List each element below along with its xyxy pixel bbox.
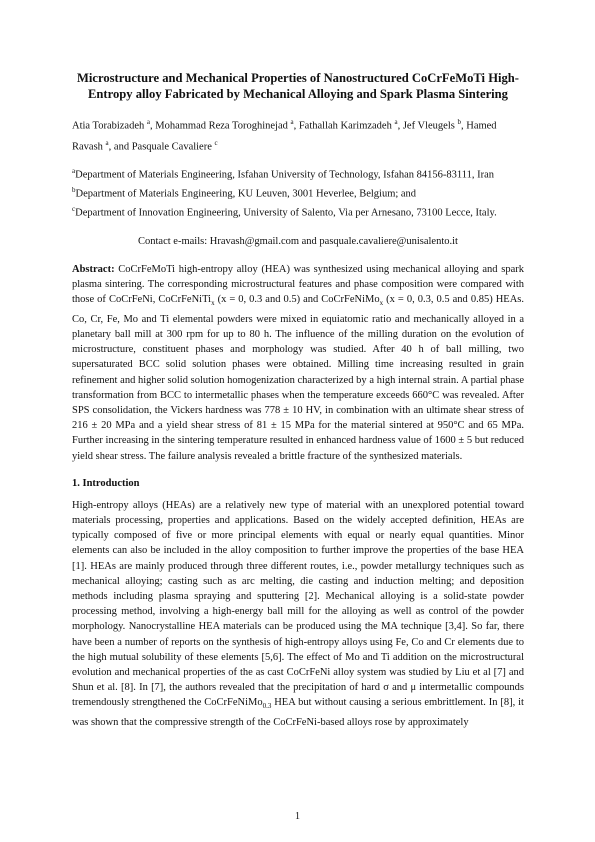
affiliation-mark: c [72, 205, 76, 213]
abstract-sub-1: x [211, 299, 215, 308]
abstract-text-2: (x = 0, 0.3 and 0.5) and CoCrFeNiMo [214, 294, 380, 306]
author-name: Mohammad Reza Toroghinejad [155, 120, 288, 132]
author-name: Pasquale Cavaliere [131, 141, 212, 152]
author-separator: , [397, 120, 403, 132]
author-affiliation-mark: a [105, 138, 109, 147]
affiliation-list [72, 164, 524, 221]
author-name: Jef Vleugels [402, 120, 455, 132]
affiliation-mark: b [72, 186, 76, 194]
abstract-text-1: CoCrFeMoTi high-entropy alloy (HEA) was synthesized using mechanical alloying and spark plasma sintering. The corresponding microstructural features and phase composition were compared with those of CoCrFeNi, CoCrFeNiTi [72, 264, 524, 306]
author-separator: , [293, 120, 299, 132]
affiliation-text: Department of Materials Engineering, Isfahan University of Technology, Isfahan 84156-83111, Iran [75, 169, 495, 181]
affiliation [72, 202, 524, 221]
author-affiliation-mark: c [214, 138, 218, 147]
author-affiliation-mark: a [146, 118, 150, 126]
affiliation [72, 183, 524, 202]
affiliation-text: Department of Materials Engineering, KU Leuven, 3001 Heverlee, Belgium; and [75, 188, 417, 200]
author-affiliation-mark: a [394, 118, 398, 126]
author-affiliation-mark: b [457, 118, 461, 126]
intro-text-1: High-entropy alloys (HEAs) are a relatively new type of material with an unexplored potential toward materials processing, properties and applications. Based on the widely accepted definition, HEAs are typically composed of five or more principal elements with equal or nearly equal quantities. Minor elements can also be included in the alloy composition to further improve the properties of the base HEA [1]. HEAs are mainly produced through three different routes, i.e., powder metallurgy techniques such as mechanical alloying; casting such as arc melting, die casting and induction melting; and deposition methods including plasma spraying and sputtering [2]. Mechanical alloying is a solid-state powder processing method, involving a high-energy ball mill for the alloying as well as control of the powder morphology. Nanocrystalline HEA materials can be produced using the MA technique [3,4]. So far, there have been a number of reports on the synthesis of high-entropy alloys using Fe, Co and Cr elements due to the high mutual solubility of these elements [5,6]. The effect of Mo and Ti addition on the microstructural evolution and mechanical properties of the as cast CoCrFeNi alloy system was studied by Liu et al [7] and Shun et al. [8]. In [7], the authors revealed that the precipitation of hard σ and μ intermetallic compounds tremendously strengthened the CoCrFeNiMo [72, 499, 524, 709]
paper-page [72, 70, 524, 730]
paper-title: Microstructure and Mechanical Properties of Nanostructured CoCrFeMoTi High-Entropy alloy Fabricated by Mechanical Alloying and Spark Plasma Sintering [77, 71, 519, 101]
author-separator: , [149, 120, 156, 132]
intro-text-2: HEA but without causing a serious embrittlement. In [8], it was shown that the compressive strength of the CoCrFeNi-based alloys rose by approximately [72, 697, 524, 728]
affiliation-text: Department of Innovation Engineering, University of Salento, Via per Arnesano, 73100 Lecce, Italy. [75, 207, 497, 219]
contact-emails: Contact e-mails: Hravash@gmail.com and pasquale.cavaliere@unisalento.it [138, 236, 458, 247]
affiliation [72, 164, 524, 183]
abstract [72, 262, 524, 464]
author-separator: , and [108, 141, 132, 152]
author-separator: , [460, 120, 467, 132]
abstract-sub-2: x [379, 299, 384, 308]
section-heading-introduction: 1. Introduction [72, 477, 140, 489]
page-number: 1 [295, 811, 300, 822]
author-name: Hamed Ravash [72, 120, 497, 152]
affiliation-mark: a [72, 167, 76, 175]
abstract-label: Abstract: [72, 264, 115, 275]
introduction-paragraph [72, 498, 524, 730]
intro-sub: 0.3 [262, 702, 272, 711]
author-affiliation-mark: a [290, 118, 294, 126]
author-list [72, 114, 524, 155]
abstract-text-3: (x = 0, 0.3, 0.5 and 0.85) HEAs. Co, Cr, Fe, Mo and Ti elemental powders were mixed in equiatomic ratio and mechanically alloyed in a planetary ball mill at 300 rpm for up to 80 h. The influence of the milling duration on the evolution of microstructure, constituent phases and morphology was studied. After 40 h of ball milling, two supersaturated BCC solid solution phases were obtained. Milling time increasing resulted in grain refinement and higher solid solution homogenization characterized by a high internal strain. A partial phase transformation from BCC to intermetallic phases when the temperature exceeds 660°C was revealed. After SPS consolidation, the Vickers hardness was 778 ± 10 HV, in combination with an ultimate shear stress of 216 ± 20 MPa and a yield shear stress of 81 ± 15 MPa for the material sintered at 950°C and 65 MPa. Further increasing in the sintering temperature resulted in enhanced hardness value of 1600 ± 5 but reduced yield shear stress. The failure analysis revealed a brittle fracture of the synthesized materials. [72, 294, 524, 462]
author-name: Fathallah Karimzadeh [298, 120, 392, 132]
author-name: Atia Torabizadeh [72, 120, 145, 132]
